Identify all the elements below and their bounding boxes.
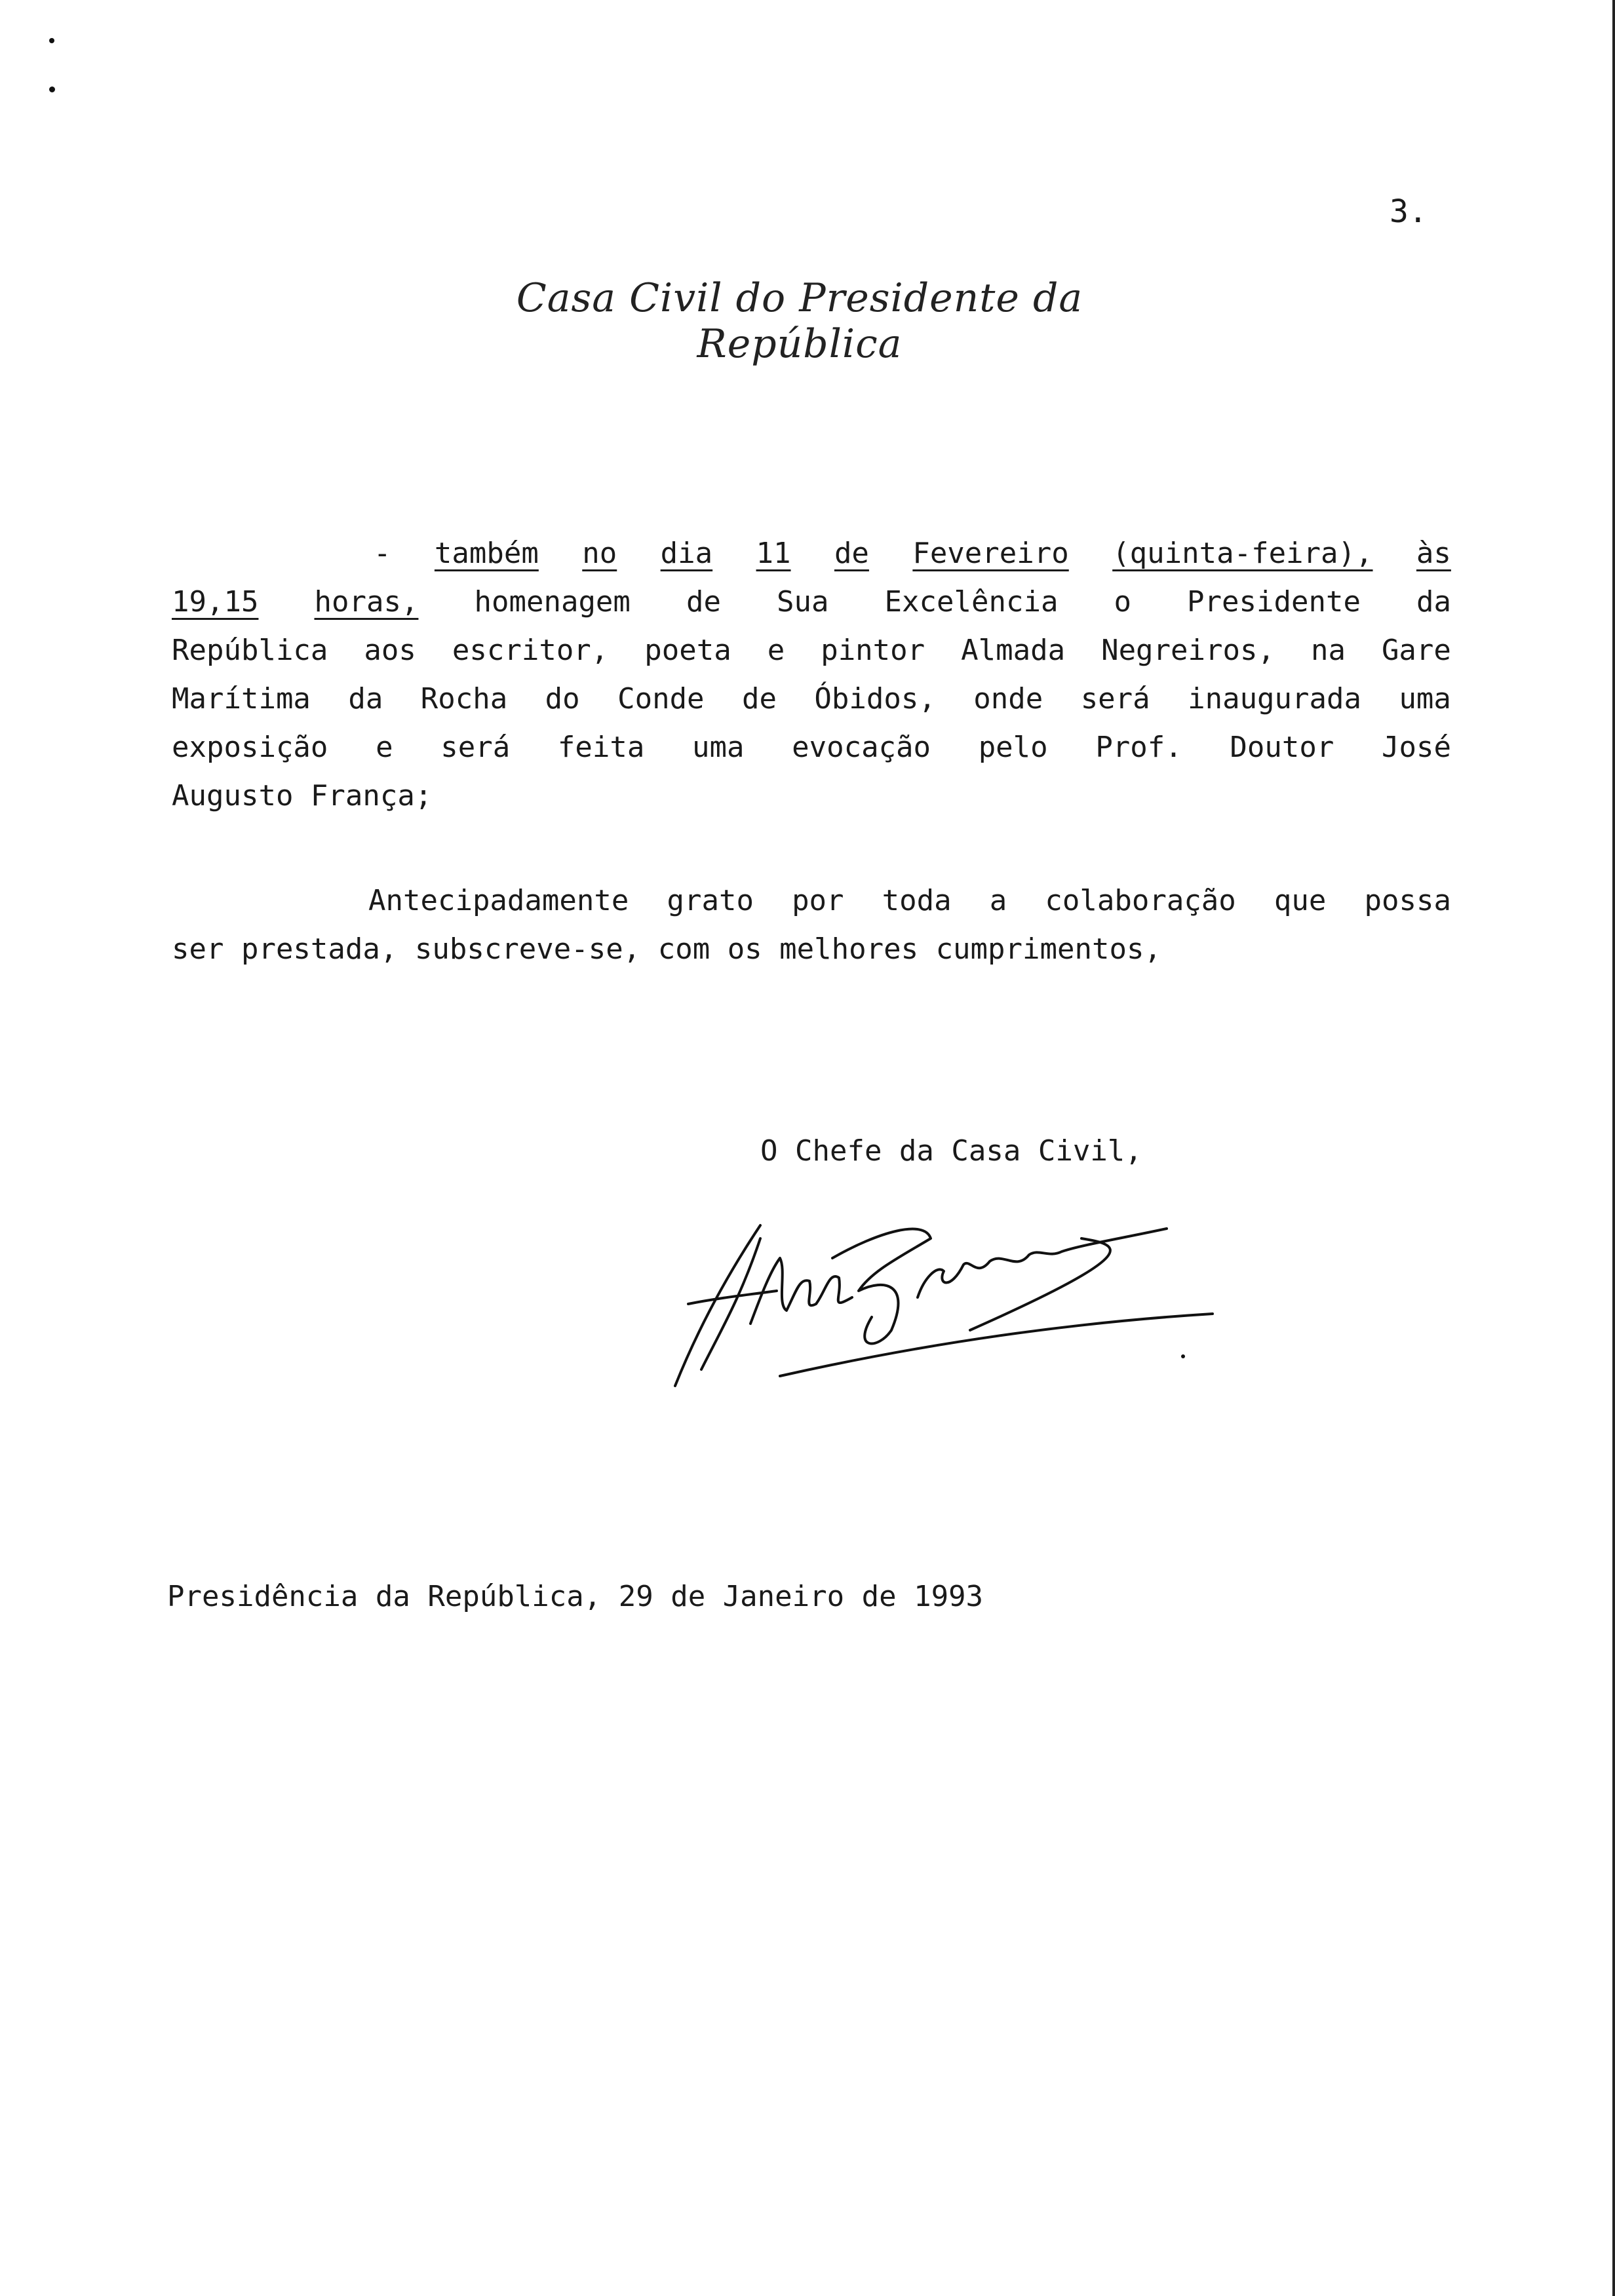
word: José [1382, 731, 1451, 764]
scan-edge [1612, 0, 1615, 2296]
text-line [172, 723, 1451, 772]
signatory-title: O Chefe da Casa Civil, [760, 1134, 1142, 1168]
word: República [172, 634, 328, 667]
word: será [1080, 682, 1150, 716]
word: Almada [961, 634, 1066, 667]
word: Gare [1381, 634, 1451, 667]
word: escritor, [452, 634, 609, 667]
word: colaboração [1045, 884, 1236, 917]
word: Fevereiro [912, 537, 1069, 570]
word: Óbidos, [814, 682, 936, 716]
scan-speck [49, 86, 55, 92]
word: na [1310, 634, 1346, 667]
handwritten-signature [662, 1199, 1239, 1396]
word: por [792, 884, 844, 917]
word: aos [364, 634, 416, 667]
word: Negreiros, [1101, 634, 1275, 667]
word: Antecipadamente [368, 884, 629, 917]
word: pelo [978, 731, 1048, 764]
word: uma [1399, 682, 1451, 716]
word: 19,15 [172, 585, 259, 619]
scan-speck [49, 38, 54, 43]
word: pintor [821, 634, 925, 667]
word: - [374, 537, 391, 570]
word: horas, [314, 585, 419, 619]
word: toda [882, 884, 952, 917]
word: Doutor [1230, 731, 1334, 764]
word: Conde [617, 682, 705, 716]
word: Sua [777, 585, 829, 619]
word: Prof. [1095, 731, 1182, 764]
word: homenagem [474, 585, 631, 619]
text-line: ser prestada, subscreve-se, com os melhores cumprimentos, [172, 932, 1161, 966]
word: e [376, 731, 393, 764]
word: e [767, 634, 785, 667]
word: a [989, 884, 1007, 917]
word: onde [973, 682, 1043, 716]
word: de [741, 682, 777, 716]
text-line: Augusto França; [172, 779, 433, 813]
text-line [172, 675, 1451, 723]
word: no [582, 537, 617, 570]
word: feita [557, 731, 645, 764]
word: de [686, 585, 721, 619]
text-line [172, 578, 1451, 626]
word: às [1416, 537, 1451, 570]
word: também [434, 537, 539, 570]
word: (quinta-feira), [1112, 537, 1373, 570]
place-and-date: Presidência da República, 29 de Janeiro de 1993 [167, 1580, 984, 1613]
word: poeta [644, 634, 731, 667]
word: evocação [792, 731, 931, 764]
text-line [374, 529, 1451, 578]
letterhead: Casa Civil do Presidente da República [516, 275, 1083, 367]
word: o [1114, 585, 1131, 619]
word: Presidente [1187, 585, 1361, 619]
word: que [1274, 884, 1327, 917]
page-number: 3. [1390, 193, 1428, 230]
word: exposição [172, 731, 328, 764]
word: da [348, 682, 383, 716]
word: Excelência [884, 585, 1059, 619]
word: de [834, 537, 869, 570]
word: do [545, 682, 580, 716]
word: 11 [756, 537, 791, 570]
word: dia [660, 537, 713, 570]
word: será [440, 731, 511, 764]
word: Marítima [172, 682, 311, 716]
word: da [1416, 585, 1451, 619]
text-line [172, 626, 1451, 675]
word: Rocha [420, 682, 508, 716]
word: inaugurada [1188, 682, 1361, 716]
word: uma [691, 731, 745, 764]
text-line [368, 877, 1451, 925]
word: possa [1364, 884, 1451, 917]
word: grato [667, 884, 754, 917]
